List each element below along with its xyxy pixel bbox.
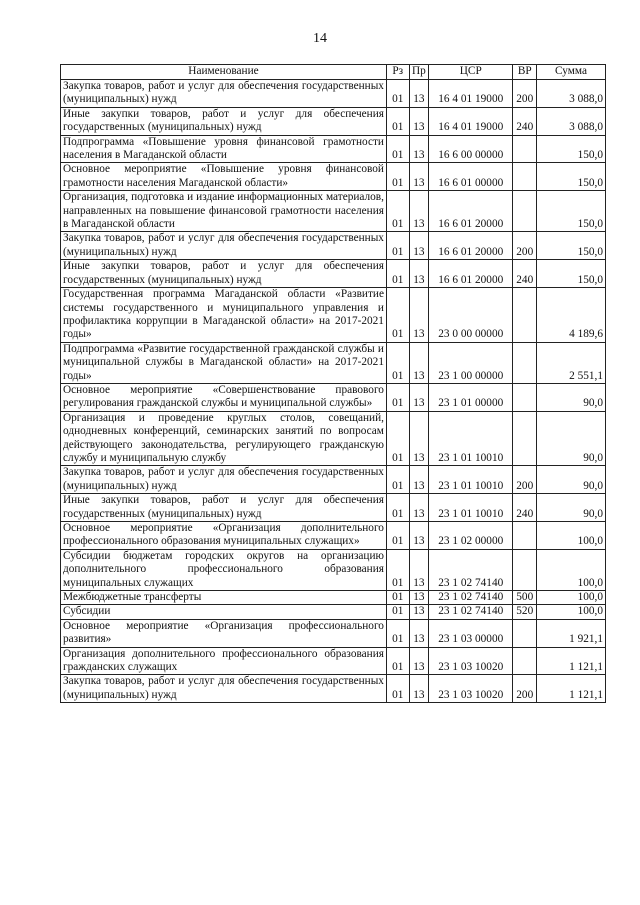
table-row	[61, 191, 606, 232]
row-rz: 01	[386, 80, 409, 108]
header-vr: ВР	[513, 65, 537, 80]
row-name: Основное мероприятие «Организация дополнительного профессионального образования муниципальных служащих»	[61, 522, 387, 550]
row-vr	[513, 163, 537, 191]
row-rz: 01	[386, 466, 409, 494]
row-name: Закупка товаров, работ и услуг для обеспечения государственных (муниципальных) нужд	[61, 232, 387, 260]
row-csr: 16 6 01 20000	[429, 232, 513, 260]
row-vr: 240	[513, 107, 537, 135]
row-csr: 23 1 01 00000	[429, 383, 513, 411]
row-rz: 01	[386, 260, 409, 288]
table-row	[61, 107, 606, 135]
row-csr: 23 1 00 00000	[429, 342, 513, 383]
row-pr: 13	[409, 675, 429, 703]
row-rz: 01	[386, 494, 409, 522]
row-sum: 3 088,0	[537, 107, 606, 135]
row-csr: 16 6 01 20000	[429, 191, 513, 232]
table-row	[61, 232, 606, 260]
table-row	[61, 605, 606, 619]
row-csr: 23 1 02 00000	[429, 522, 513, 550]
row-sum: 4 189,6	[537, 288, 606, 343]
row-vr	[513, 619, 537, 647]
row-name: Основное мероприятие «Организация профессионального развития»	[61, 619, 387, 647]
row-sum: 90,0	[537, 466, 606, 494]
row-vr: 200	[513, 232, 537, 260]
row-name: Межбюджетные трансферты	[61, 591, 387, 605]
row-vr: 520	[513, 605, 537, 619]
row-rz: 01	[386, 383, 409, 411]
row-rz: 01	[386, 342, 409, 383]
row-csr: 23 1 03 10020	[429, 675, 513, 703]
row-name: Подпрограмма «Повышение уровня финансовой грамотности населения в Магаданской области	[61, 135, 387, 163]
row-csr: 23 1 01 10010	[429, 411, 513, 466]
row-vr: 240	[513, 494, 537, 522]
table-row	[61, 522, 606, 550]
row-pr: 13	[409, 383, 429, 411]
table-row	[61, 619, 606, 647]
row-pr: 13	[409, 619, 429, 647]
header-csr: ЦСР	[429, 65, 513, 80]
row-pr: 13	[409, 191, 429, 232]
row-csr: 23 1 01 10010	[429, 466, 513, 494]
row-pr: 13	[409, 494, 429, 522]
row-vr: 200	[513, 80, 537, 108]
row-rz: 01	[386, 107, 409, 135]
table-row	[61, 411, 606, 466]
row-name: Закупка товаров, работ и услуг для обеспечения государственных (муниципальных) нужд	[61, 675, 387, 703]
row-rz: 01	[386, 647, 409, 675]
row-rz: 01	[386, 591, 409, 605]
row-vr	[513, 411, 537, 466]
row-rz: 01	[386, 549, 409, 590]
table-body	[61, 80, 606, 703]
budget-table	[60, 64, 606, 703]
row-name: Закупка товаров, работ и услуг для обеспечения государственных (муниципальных) нужд	[61, 466, 387, 494]
row-pr: 13	[409, 288, 429, 343]
row-sum: 90,0	[537, 411, 606, 466]
row-name: Организация, подготовка и издание информационных материалов, направленных на повышение финансовой грамотности населения в Магаданской области	[61, 191, 387, 232]
row-csr: 23 1 03 00000	[429, 619, 513, 647]
row-sum: 90,0	[537, 383, 606, 411]
row-sum: 150,0	[537, 232, 606, 260]
row-sum: 100,0	[537, 549, 606, 590]
row-pr: 13	[409, 522, 429, 550]
row-rz: 01	[386, 619, 409, 647]
row-sum: 3 088,0	[537, 80, 606, 108]
row-name: Организация и проведение круглых столов, совещаний, однодневных конференций, семинарских занятий по вопросам действующего законодательства, регулирующего гражданскую службу и муниципальную службу	[61, 411, 387, 466]
row-pr: 13	[409, 549, 429, 590]
row-sum: 150,0	[537, 135, 606, 163]
row-vr: 240	[513, 260, 537, 288]
row-name: Подпрограмма «Развитие государственной гражданской службы и муниципальной службы в Магаданской области» на 2017-2021 годы»	[61, 342, 387, 383]
row-name: Основное мероприятие «Повышение уровня финансовой грамотности населения Магаданской области»	[61, 163, 387, 191]
row-sum: 100,0	[537, 591, 606, 605]
row-name: Субсидии	[61, 605, 387, 619]
row-vr	[513, 522, 537, 550]
row-csr: 23 1 01 10010	[429, 494, 513, 522]
table-row	[61, 383, 606, 411]
header-name: Наименование	[61, 65, 387, 80]
row-sum: 100,0	[537, 605, 606, 619]
table-row	[61, 342, 606, 383]
table-row	[61, 163, 606, 191]
row-vr	[513, 383, 537, 411]
table-row	[61, 80, 606, 108]
table-header-row	[61, 65, 606, 80]
row-sum: 150,0	[537, 191, 606, 232]
row-name: Иные закупки товаров, работ и услуг для обеспечения государственных (муниципальных) нужд	[61, 260, 387, 288]
header-pr: Пр	[409, 65, 429, 80]
row-rz: 01	[386, 522, 409, 550]
page-number: 14	[313, 31, 327, 46]
row-pr: 13	[409, 342, 429, 383]
row-name: Закупка товаров, работ и услуг для обеспечения государственных (муниципальных) нужд	[61, 80, 387, 108]
row-sum: 2 551,1	[537, 342, 606, 383]
row-rz: 01	[386, 232, 409, 260]
row-pr: 13	[409, 466, 429, 494]
table-row	[61, 549, 606, 590]
row-rz: 01	[386, 163, 409, 191]
row-rz: 01	[386, 191, 409, 232]
row-csr: 23 1 02 74140	[429, 549, 513, 590]
row-sum: 1 121,1	[537, 647, 606, 675]
row-vr	[513, 288, 537, 343]
row-name: Организация дополнительного профессионального образования гражданских служащих	[61, 647, 387, 675]
row-rz: 01	[386, 288, 409, 343]
row-pr: 13	[409, 232, 429, 260]
row-sum: 150,0	[537, 260, 606, 288]
row-name: Иные закупки товаров, работ и услуг для обеспечения государственных (муниципальных) нужд	[61, 107, 387, 135]
row-pr: 13	[409, 411, 429, 466]
table-row	[61, 494, 606, 522]
row-csr: 23 0 00 00000	[429, 288, 513, 343]
row-csr: 23 1 03 10020	[429, 647, 513, 675]
row-pr: 13	[409, 260, 429, 288]
table-row	[61, 135, 606, 163]
row-vr	[513, 549, 537, 590]
row-sum: 100,0	[537, 522, 606, 550]
table-row	[61, 466, 606, 494]
table-row	[61, 591, 606, 605]
row-csr: 16 4 01 19000	[429, 80, 513, 108]
row-vr	[513, 647, 537, 675]
row-name: Основное мероприятие «Совершенствование правового регулирования гражданской службы и муниципальной службы»	[61, 383, 387, 411]
row-pr: 13	[409, 80, 429, 108]
row-pr: 13	[409, 107, 429, 135]
row-rz: 01	[386, 605, 409, 619]
row-vr	[513, 191, 537, 232]
header-rz: Рз	[386, 65, 409, 80]
row-name: Государственная программа Магаданской области «Развитие системы государственного и муниципального управления и профилактика коррупции в Магаданской области» на 2017-2021 годы»	[61, 288, 387, 343]
row-vr: 200	[513, 675, 537, 703]
row-csr: 16 6 01 00000	[429, 163, 513, 191]
row-name: Иные закупки товаров, работ и услуг для обеспечения государственных (муниципальных) нужд	[61, 494, 387, 522]
row-vr	[513, 135, 537, 163]
row-vr: 500	[513, 591, 537, 605]
row-pr: 13	[409, 135, 429, 163]
row-pr: 13	[409, 605, 429, 619]
table-row	[61, 647, 606, 675]
table-row	[61, 288, 606, 343]
row-rz: 01	[386, 411, 409, 466]
row-sum: 1 121,1	[537, 675, 606, 703]
row-rz: 01	[386, 675, 409, 703]
header-sum: Сумма	[537, 65, 606, 80]
row-csr: 16 6 01 20000	[429, 260, 513, 288]
row-vr	[513, 342, 537, 383]
row-sum: 150,0	[537, 163, 606, 191]
row-csr: 16 6 00 00000	[429, 135, 513, 163]
row-sum: 90,0	[537, 494, 606, 522]
row-csr: 23 1 02 74140	[429, 605, 513, 619]
row-pr: 13	[409, 163, 429, 191]
row-rz: 01	[386, 135, 409, 163]
row-pr: 13	[409, 647, 429, 675]
row-name: Субсидии бюджетам городских округов на организацию дополнительного профессионального образования муниципальных служащих	[61, 549, 387, 590]
row-pr: 13	[409, 591, 429, 605]
row-vr: 200	[513, 466, 537, 494]
row-sum: 1 921,1	[537, 619, 606, 647]
row-csr: 23 1 02 74140	[429, 591, 513, 605]
row-csr: 16 4 01 19000	[429, 107, 513, 135]
table-row	[61, 260, 606, 288]
table-row	[61, 675, 606, 703]
